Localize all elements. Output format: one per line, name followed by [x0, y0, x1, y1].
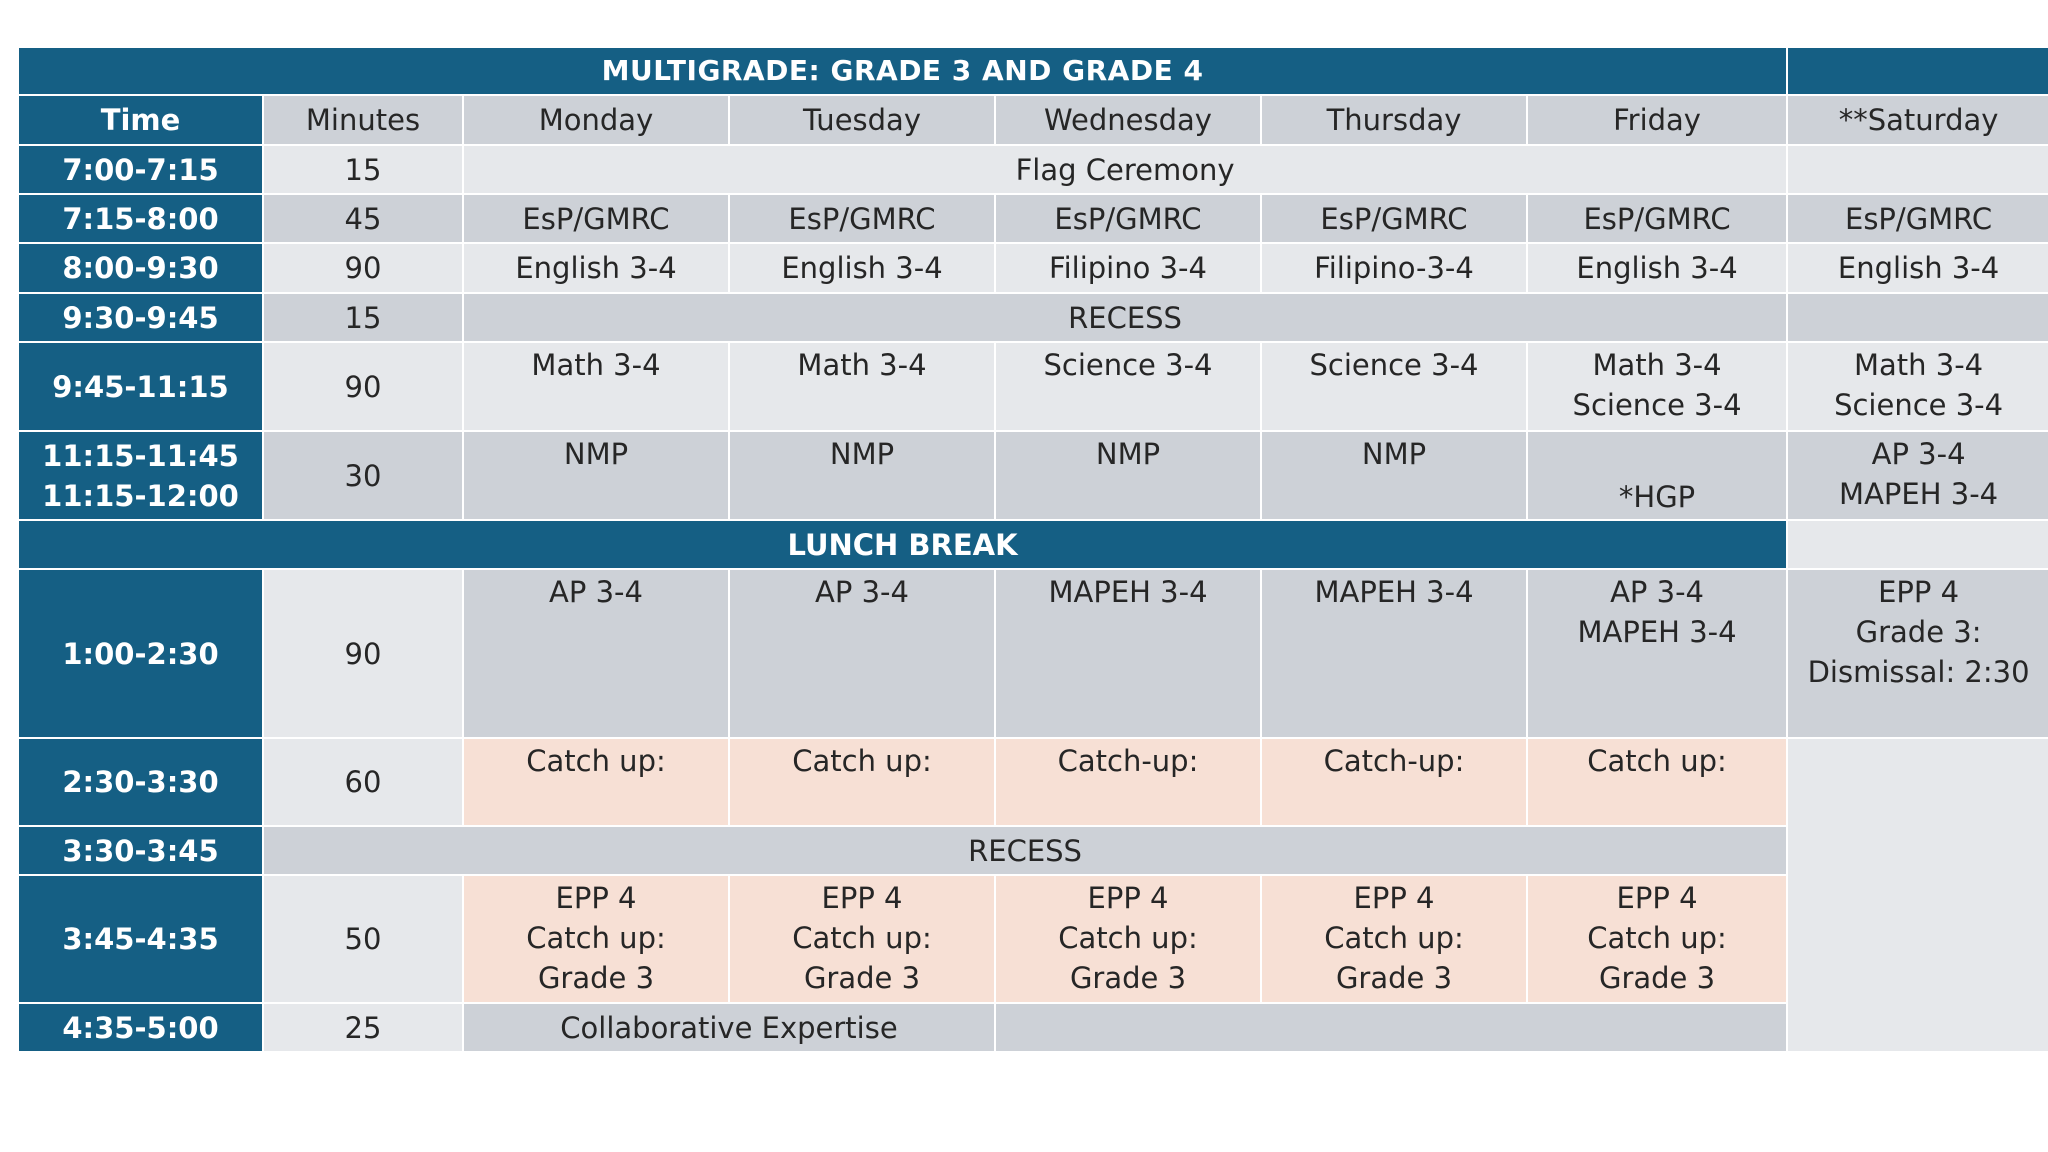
time-cell: 3:30-3:45 — [18, 826, 263, 875]
wednesday-cell — [995, 569, 1261, 738]
saturday-cell — [1787, 145, 2048, 194]
cell-text: Catch-up: — [1323, 744, 1465, 778]
wednesday-cell — [995, 875, 1261, 1003]
minutes-cell: 45 — [263, 194, 463, 243]
monday-cell — [463, 738, 729, 826]
cell-text: 11:15-11:45 11:15-12:00 — [42, 438, 239, 513]
minutes-cell: 50 — [263, 875, 463, 1003]
thursday-cell: EsP/GMRC — [1261, 194, 1527, 243]
minutes-cell: 15 — [263, 293, 463, 342]
schedule-table — [17, 46, 2048, 1053]
header-thursday: Thursday — [1261, 95, 1527, 145]
friday-cell — [1527, 738, 1787, 826]
cell-text: MAPEH 3-4 — [1048, 575, 1208, 609]
table-row — [18, 243, 2048, 293]
cell-text: Math 3-4 Science 3-4 — [1834, 348, 2004, 422]
saturday-cell — [1787, 342, 2048, 431]
table-row — [18, 293, 2048, 342]
cell-text: NMP — [563, 437, 629, 471]
cell-text: *HGP — [1618, 480, 1696, 514]
saturday-cell — [1787, 431, 2048, 520]
tuesday-cell: English 3-4 — [729, 243, 995, 293]
empty-cell — [995, 1003, 1787, 1052]
header-friday: Friday — [1527, 95, 1787, 145]
wednesday-cell — [995, 431, 1261, 520]
tuesday-cell — [729, 342, 995, 431]
friday-cell — [1527, 342, 1787, 431]
cell-text: NMP — [829, 437, 895, 471]
header-wednesday: Wednesday — [995, 95, 1261, 145]
title-row — [18, 47, 2048, 95]
header-tuesday: Tuesday — [729, 95, 995, 145]
monday-cell — [463, 431, 729, 520]
cell-text: Catch-up: — [1057, 744, 1199, 778]
cell-text: Science 3-4 — [1309, 348, 1479, 382]
thursday-cell — [1261, 569, 1527, 738]
cell-text: AP 3-4 — [549, 575, 643, 609]
saturday-afternoon-cell — [1787, 738, 2048, 1052]
cell-text: MAPEH 3-4 — [1314, 575, 1474, 609]
monday-cell — [463, 875, 729, 1003]
cell-text: EPP 4 Grade 3: Dismissal: 2:30 — [1807, 575, 2030, 689]
thursday-cell — [1261, 875, 1527, 1003]
monday-cell — [463, 342, 729, 431]
cell-text: Math 3-4 — [797, 348, 927, 382]
time-cell: 7:15-8:00 — [18, 194, 263, 243]
wednesday-cell — [995, 342, 1261, 431]
title-blank-cell — [1787, 47, 2048, 95]
cell-text: Science 3-4 — [1043, 348, 1213, 382]
tuesday-cell: EsP/GMRC — [729, 194, 995, 243]
tuesday-cell — [729, 738, 995, 826]
cell-text: AP 3-4 — [815, 575, 909, 609]
time-cell — [18, 431, 263, 520]
cell-text: Catch up: — [1587, 744, 1727, 778]
monday-cell: English 3-4 — [463, 243, 729, 293]
table-row — [18, 875, 2048, 1003]
thursday-cell — [1261, 342, 1527, 431]
time-cell: 4:35-5:00 — [18, 1003, 263, 1052]
wednesday-cell: Filipino 3-4 — [995, 243, 1261, 293]
cell-text: Catch up: — [526, 744, 666, 778]
saturday-cell — [1787, 520, 2048, 569]
tuesday-cell — [729, 569, 995, 738]
recess-cell: RECESS — [263, 826, 1787, 875]
monday-cell — [463, 569, 729, 738]
cell-text: EPP 4 Catch up: Grade 3 — [792, 881, 932, 995]
flag-ceremony-cell: Flag Ceremony — [463, 145, 1787, 194]
time-cell: 1:00-2:30 — [18, 569, 263, 738]
minutes-cell: 90 — [263, 342, 463, 431]
cell-text: NMP — [1361, 437, 1427, 471]
friday-cell — [1527, 431, 1787, 520]
friday-cell — [1527, 875, 1787, 1003]
header-row — [18, 95, 2048, 145]
minutes-cell: 25 — [263, 1003, 463, 1052]
time-cell: 9:45-11:15 — [18, 342, 263, 431]
table-row — [18, 826, 2048, 875]
table-row — [18, 342, 2048, 431]
saturday-cell — [1787, 293, 2048, 342]
cell-text: EPP 4 Catch up: Grade 3 — [526, 881, 666, 995]
cell-text: Catch up: — [792, 744, 932, 778]
table-row — [18, 145, 2048, 194]
header-minutes: Minutes — [263, 95, 463, 145]
time-cell: 2:30-3:30 — [18, 738, 263, 826]
header-monday: Monday — [463, 95, 729, 145]
cell-text: Math 3-4 — [531, 348, 661, 382]
wednesday-cell: EsP/GMRC — [995, 194, 1261, 243]
table-row — [18, 1003, 2048, 1052]
minutes-cell: 30 — [263, 431, 463, 520]
table-row — [18, 431, 2048, 520]
collaborative-expertise-cell: Collaborative Expertise — [463, 1003, 995, 1052]
cell-text: EPP 4 Catch up: Grade 3 — [1324, 881, 1464, 995]
minutes-cell: 90 — [263, 569, 463, 738]
minutes-cell: 90 — [263, 243, 463, 293]
thursday-cell: Filipino-3-4 — [1261, 243, 1527, 293]
tuesday-cell — [729, 875, 995, 1003]
cell-text: Math 3-4 Science 3-4 — [1572, 348, 1742, 422]
cell-text: NMP — [1095, 437, 1161, 471]
time-cell: 9:30-9:45 — [18, 293, 263, 342]
schedule-title: MULTIGRADE: GRADE 3 AND GRADE 4 — [18, 47, 1787, 95]
time-cell: 3:45-4:35 — [18, 875, 263, 1003]
minutes-cell: 60 — [263, 738, 463, 826]
cell-text: EPP 4 Catch up: Grade 3 — [1058, 881, 1198, 995]
time-cell: 8:00-9:30 — [18, 243, 263, 293]
table-row — [18, 194, 2048, 243]
time-cell: 7:00-7:15 — [18, 145, 263, 194]
table-row — [18, 738, 2048, 826]
thursday-cell — [1261, 738, 1527, 826]
cell-text: AP 3-4 MAPEH 3-4 — [1577, 575, 1737, 649]
cell-text: EPP 4 Catch up: Grade 3 — [1587, 881, 1727, 995]
lunch-row — [18, 520, 2048, 569]
cell-text: AP 3-4 MAPEH 3-4 — [1839, 437, 1999, 511]
friday-cell: English 3-4 — [1527, 243, 1787, 293]
thursday-cell — [1261, 431, 1527, 520]
saturday-cell — [1787, 569, 2048, 738]
saturday-cell: English 3-4 — [1787, 243, 2048, 293]
table-row — [18, 569, 2048, 738]
wednesday-cell — [995, 738, 1261, 826]
monday-cell: EsP/GMRC — [463, 194, 729, 243]
tuesday-cell — [729, 431, 995, 520]
header-saturday: **Saturday — [1787, 95, 2048, 145]
friday-cell: EsP/GMRC — [1527, 194, 1787, 243]
friday-cell — [1527, 569, 1787, 738]
saturday-cell: EsP/GMRC — [1787, 194, 2048, 243]
lunch-break-cell: LUNCH BREAK — [18, 520, 1787, 569]
minutes-cell: 15 — [263, 145, 463, 194]
header-time: Time — [18, 95, 263, 145]
recess-cell: RECESS — [463, 293, 1787, 342]
